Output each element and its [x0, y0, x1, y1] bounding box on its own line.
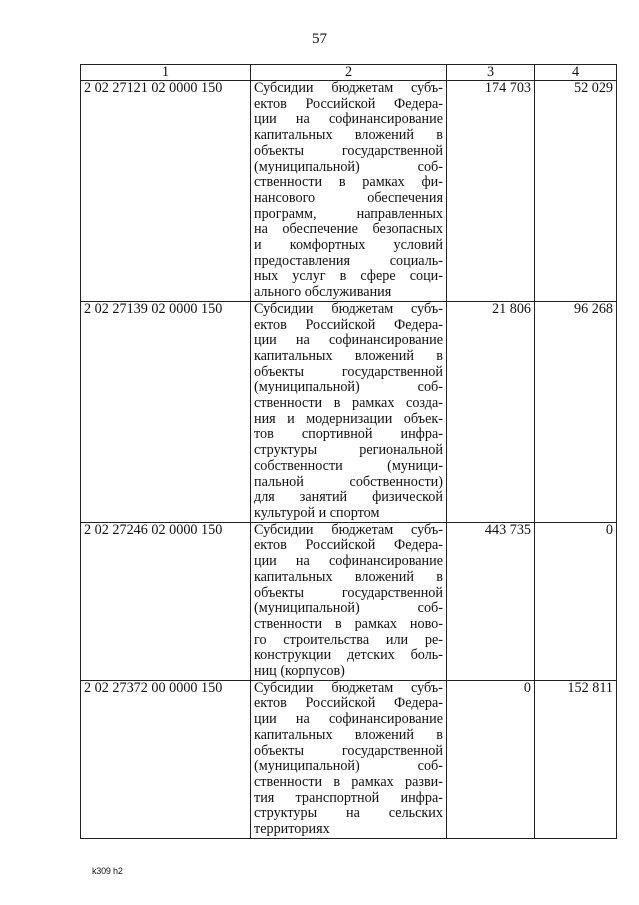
- description-line: нансового обеспечения: [254, 189, 443, 206]
- amount-col4: 152 811: [535, 680, 617, 838]
- description-line: структуры на сельских: [254, 805, 443, 822]
- column-header-2: 2: [251, 65, 447, 81]
- description-line: ции на софинансирование: [254, 553, 443, 570]
- description-line: ных услуг в сфере соци-: [254, 268, 443, 285]
- table-row: [81, 522, 617, 680]
- description-line: ектов Российской Федера-: [254, 537, 443, 554]
- description-line: тия транспортной инфра-: [254, 789, 443, 806]
- description-line: Субсидии бюджетам субъ-: [254, 80, 443, 96]
- description-line: культурой и спортом: [254, 504, 380, 521]
- description-line: (муниципальной) соб-: [254, 158, 443, 175]
- description-line: капитальных вложений в: [254, 347, 443, 364]
- description-line: ции на софинансирование: [254, 711, 443, 728]
- description-line: Субсидии бюджетам субъ-: [254, 521, 443, 538]
- description-line: собственности (муници-: [254, 457, 443, 474]
- description-line: ственности в рамках ново-: [254, 615, 443, 632]
- amount-col4: 0: [535, 522, 617, 680]
- description-line: Субсидии бюджетам субъ-: [254, 300, 443, 317]
- description-line: и комфортных условий: [254, 237, 443, 254]
- description-line: ектов Российской Федера-: [254, 95, 443, 112]
- description-line: Субсидии бюджетам субъ-: [254, 679, 443, 696]
- table-row: [81, 680, 617, 838]
- column-header-1: 1: [81, 65, 251, 81]
- description: [251, 81, 447, 302]
- description-line: (муниципальной) соб-: [254, 379, 443, 396]
- description-line: ственности в рамках фи-: [254, 174, 443, 191]
- column-header-3: 3: [447, 65, 535, 81]
- description: [251, 680, 447, 838]
- budget-code: 2 02 27139 02 0000 150: [81, 301, 251, 522]
- description-line: тов спортивной инфра-: [254, 426, 443, 443]
- budget-code: 2 02 27372 00 0000 150: [81, 680, 251, 838]
- description: [251, 522, 447, 680]
- description-line: территориях: [254, 821, 330, 838]
- amount-col4: 52 029: [535, 81, 617, 302]
- description-line: ции на софинансирование: [254, 332, 443, 349]
- description-line: ственности в рамках разви-: [254, 773, 443, 790]
- description-line: на обеспечение безопасных: [254, 221, 443, 238]
- description-line: ниц (корпусов): [254, 663, 345, 680]
- description-line: структуры региональной: [254, 442, 443, 459]
- description-line: ния и модернизации объек-: [254, 410, 443, 427]
- description-line: для занятий физической: [254, 489, 443, 506]
- description-line: объекты государственной: [254, 142, 443, 159]
- description-line: ектов Российской Федера-: [254, 316, 443, 333]
- description-line: ектов Российской Федера-: [254, 695, 443, 712]
- description-line: ции на софинансирование: [254, 111, 443, 128]
- description-line: объекты государственной: [254, 584, 443, 601]
- description-line: го строительства или ре-: [254, 631, 443, 648]
- column-header-4: 4: [535, 65, 617, 81]
- description: [251, 301, 447, 522]
- description-line: капитальных вложений в: [254, 726, 443, 743]
- amount-col3: 443 735: [447, 522, 535, 680]
- amount-col4: 96 268: [535, 301, 617, 522]
- table-row: [81, 301, 617, 522]
- page-number: 57: [312, 31, 327, 47]
- description-line: (муниципальной) соб-: [254, 600, 443, 617]
- description-line: капитальных вложений в: [254, 127, 443, 144]
- document-mark: k309 h2: [92, 866, 123, 876]
- budget-code: 2 02 27246 02 0000 150: [81, 522, 251, 680]
- table-row: [81, 81, 617, 302]
- description-line: конструкции детских боль-: [254, 647, 443, 664]
- budget-table: [80, 64, 617, 839]
- description-line: пальной собственности): [254, 473, 443, 490]
- description-line: объекты государственной: [254, 742, 443, 759]
- amount-col3: 174 703: [447, 81, 535, 302]
- table-header-row: [81, 65, 617, 81]
- description-line: объекты государственной: [254, 363, 443, 380]
- description-line: программ, направленных: [254, 205, 443, 222]
- description-line: капитальных вложений в: [254, 568, 443, 585]
- amount-col3: 21 806: [447, 301, 535, 522]
- budget-code: 2 02 27121 02 0000 150: [81, 81, 251, 302]
- amount-col3: 0: [447, 680, 535, 838]
- description-line: ального обслуживания: [254, 284, 392, 301]
- description-line: предоставления социаль-: [254, 252, 443, 269]
- description-line: (муниципальной) соб-: [254, 758, 443, 775]
- description-line: ственности в рамках созда-: [254, 395, 443, 412]
